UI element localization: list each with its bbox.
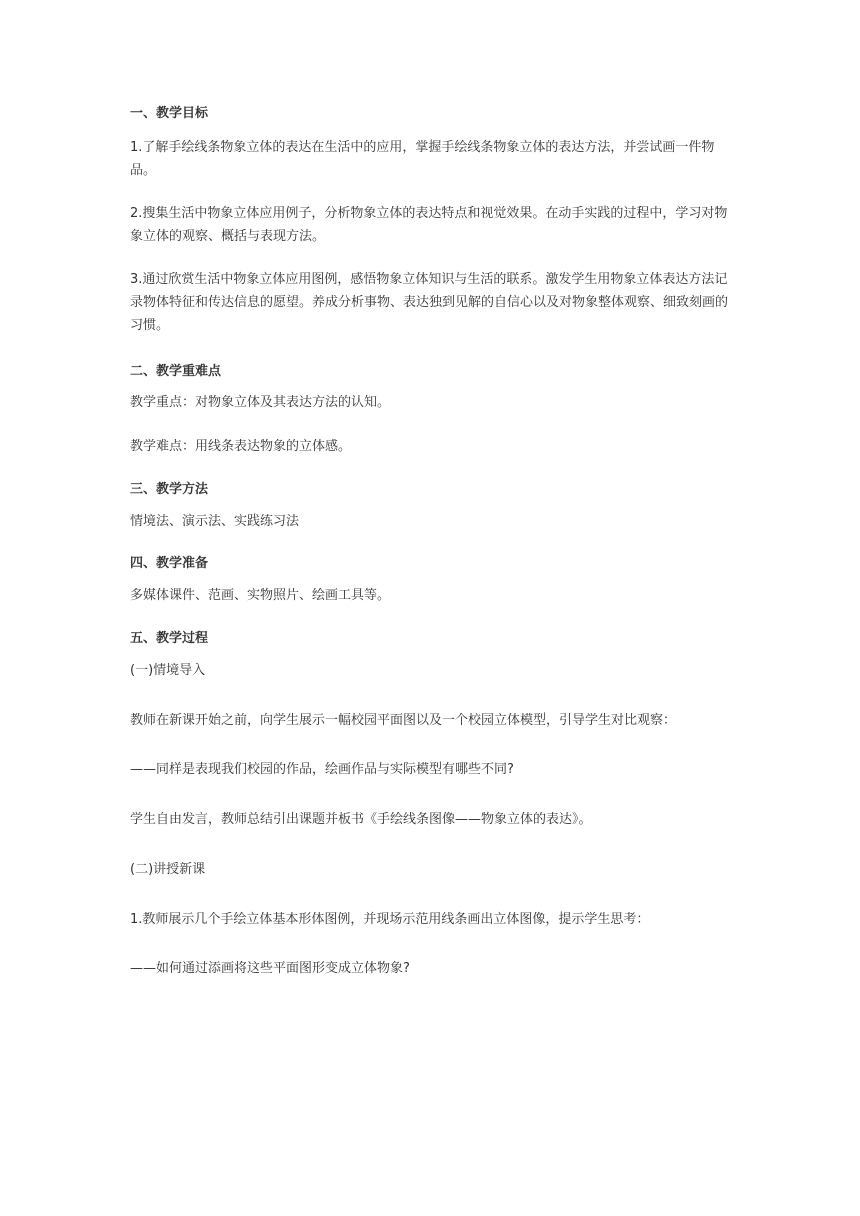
section-heading-objectives: 一、教学目标	[130, 106, 209, 121]
methods-paragraph: 情境法、演示法、实践练习法	[130, 514, 300, 529]
section-heading-process: 五、教学过程	[130, 631, 209, 646]
objective-paragraph-3: 3.通过欣赏生活中物象立体应用图例，感悟物象立体知识与生活的联系。激发学生用物象立体表达方法记录物体特征和传达信息的愿望。养成分析事物、表达独到见解的自信心以及对物象整体观察、细致刻画的习惯。	[130, 272, 729, 333]
section-heading-key-points: 二、教学重难点	[130, 364, 222, 379]
objective-paragraph-2: 2.搜集生活中物象立体应用例子，分析物象立体的表达特点和视觉效果。在动手实践的过程中，学习对物象立体的观察、概括与表现方法。	[130, 206, 728, 244]
key-point-paragraph: 教学重点：对物象立体及其表达方法的认知。	[130, 395, 391, 410]
difficulty-paragraph: 教学难点：用线条表达物象的立体感。	[130, 439, 352, 454]
process-paragraph-intro: 教师在新课开始之前，向学生展示一幅校园平面图以及一个校园立体模型，引导学生对比观察：	[130, 713, 677, 728]
document-page	[130, 104, 730, 980]
objective-paragraph-1: 1.了解手绘线条物象立体的表达在生活中的应用，掌握手绘线条物象立体的表达方法，并尝试画一件物品。	[130, 140, 715, 178]
section-heading-preparation: 四、教学准备	[130, 556, 209, 571]
process-subheading-intro: (一)情境导入	[130, 663, 206, 678]
process-paragraph-demo: 1.教师展示几个手绘立体基本形体图例，并现场示范用线条画出立体图像，提示学生思考：	[130, 912, 650, 927]
process-question-1: ——同样是表现我们校园的作品，绘画作品与实际模型有哪些不同?	[130, 762, 514, 777]
process-subheading-new-lesson: (二)讲授新课	[130, 862, 206, 877]
process-paragraph-summary: 学生自由发言，教师总结引出课题并板书《手绘线条图像——物象立体的表达》。	[130, 812, 592, 827]
section-heading-methods: 三、教学方法	[130, 482, 209, 497]
process-question-2: ——如何通过添画将这些平面图形变成立体物象?	[130, 961, 410, 976]
preparation-paragraph: 多媒体课件、范画、实物照片、绘画工具等。	[130, 588, 391, 603]
